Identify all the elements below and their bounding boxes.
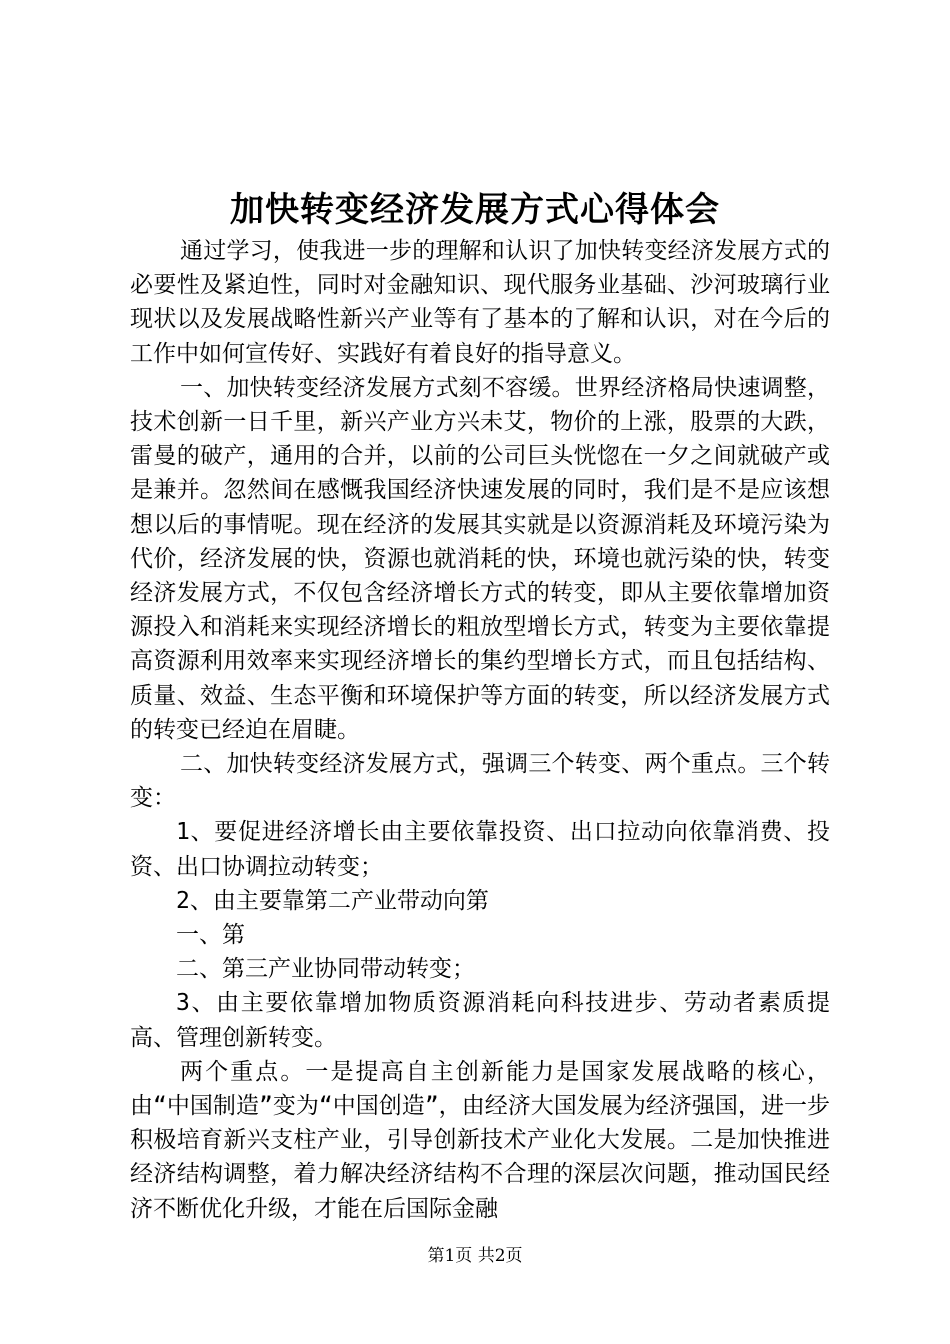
document-title: 加快转变经济发展方式心得体会 — [230, 190, 720, 230]
paragraph-two-focuses: 两个重点。一是提高自主创新能力是国家发展战略的核心，由“中国制造”变为“中国创造”，由经济大国发展为经济强国，进一步积极培育新兴支柱产业，引导创新技术产业化大发展。二是加快推进经济结构调整，着力解决经济结构不合理的深层次问题，推动国民经济不断优化升级，才能在后国际金融 — [130, 1058, 830, 1222]
list-item-2: 2、由主要靠第二产业带动向第 — [176, 887, 489, 914]
paragraph-intro: 通过学习，使我进一步的理解和认识了加快转变经济发展方式的必要性及紧迫性，同时对金融知识、现代服务业基础、沙河玻璃行业现状以及发展战略性新兴产业等有了基本的了解和认识，对在今后的工作中如何宣传好、实践好有着良好的指导意义。 — [130, 238, 830, 367]
list-item-3: 3、由主要依靠增加物质资源消耗向科技进步、劳动者素质提高、管理创新转变。 — [130, 990, 830, 1051]
list-item-1: 1、要促进经济增长由主要依靠投资、出口拉动向依靠消费、投资、出口协调拉动转变； — [130, 819, 830, 880]
list-item-2-continued-a: 一、第 — [176, 922, 245, 949]
page-number-footer: 第1页 共2页 — [427, 1246, 523, 1266]
paragraph-section-2: 二、加快转变经济发展方式，强调三个转变、两个重点。三个转变： — [130, 751, 830, 812]
paragraph-section-1: 一、加快转变经济发展方式刻不容缓。世界经济格局快速调整，技术创新一日千里，新兴产业方兴未艾，物价的上涨，股票的大跌，雷曼的破产，通用的合并，以前的公司巨头恍惚在一夕之间就破产或是兼并。忽然间在感慨我国经济快速发展的同时，我们是不是应该想想以后的事情呢。现在经济的发展其实就是以资源消耗及环境污染为代价，经济发展的快，资源也就消耗的快，环境也就污染的快，转变经济发展方式，不仅包含经济增长方式的转变，即从主要依靠增加资源投入和消耗来实现经济增长的粗放型增长方式，转变为主要依靠提高资源利用效率来实现经济增长的集约型增长方式，而且包括结构、质量、效益、生态平衡和环境保护等方面的转变，所以经济发展方式的转变已经迫在眉睫。 — [130, 374, 830, 743]
document-body — [130, 234, 830, 1226]
list-item-2-continued-b: 二、第三产业协同带动转变； — [176, 956, 475, 983]
